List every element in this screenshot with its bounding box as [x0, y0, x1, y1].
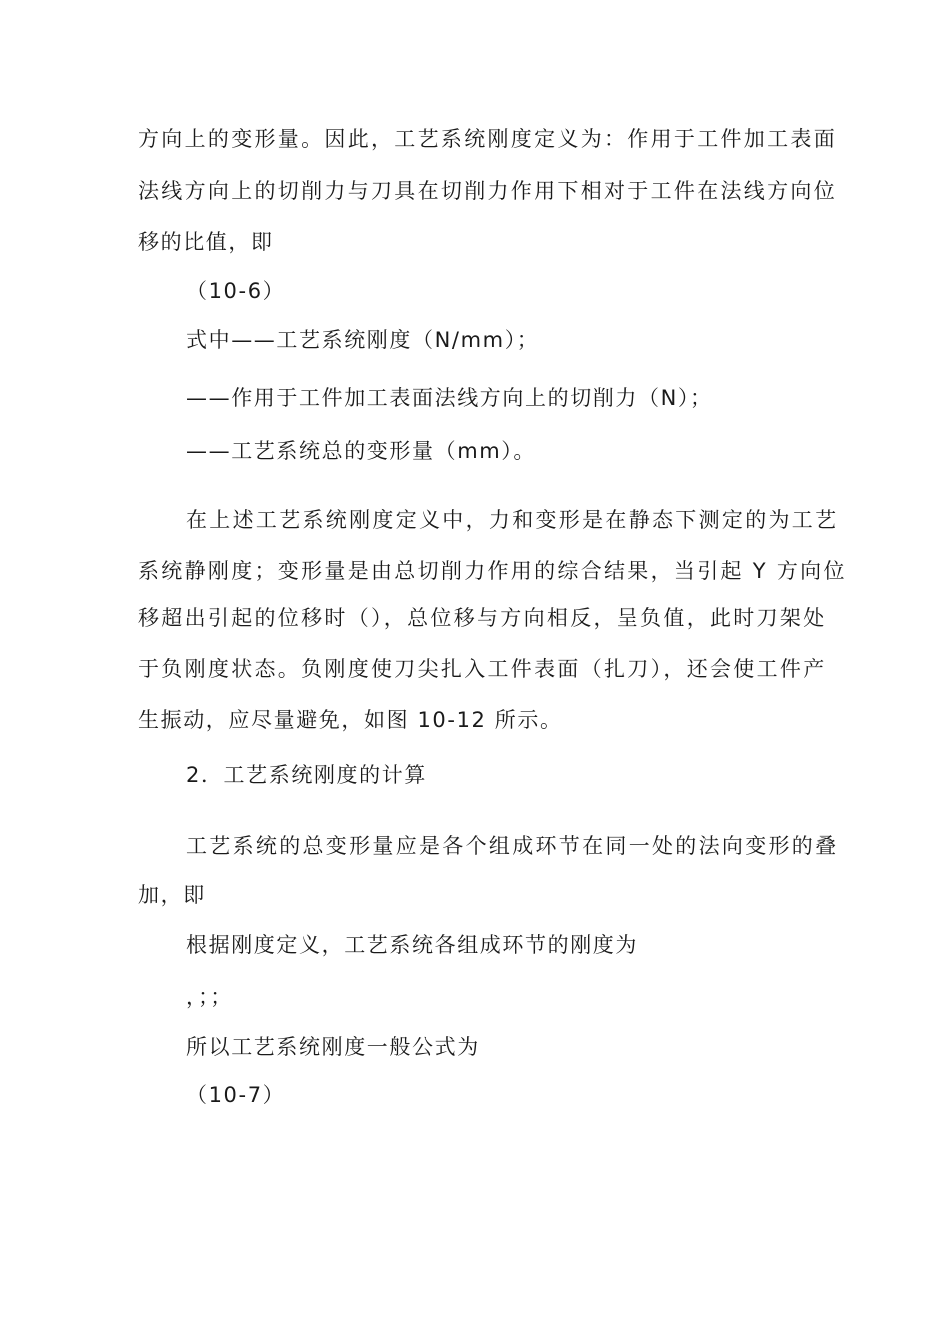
definition-line: 式中——工艺系统刚度（N/mm）；: [186, 328, 540, 352]
paragraph-line: 所以工艺系统刚度一般公式为: [186, 1035, 480, 1059]
paragraph-line: 法线方向上的切削力与刀具在切削力作用下相对于工件在法线方向位: [138, 179, 837, 203]
definition-line: ——作用于工件加工表面法线方向上的切削力（N）；: [186, 386, 713, 410]
equation-number: （10-6）: [186, 279, 286, 303]
paragraph-line: 在上述工艺系统刚度定义中，力和变形是在静态下测定的为工艺: [186, 508, 839, 532]
paragraph-line: 移的比值，即: [138, 230, 274, 254]
paragraph-line: 方向上的变形量。因此，工艺系统刚度定义为：作用于工件加工表面: [138, 127, 837, 151]
paragraph-line: 移超出引起的位移时（），总位移与方向相反，呈负值，此时刀架处: [138, 606, 827, 630]
section-heading: 2．工艺系统刚度的计算: [186, 763, 427, 787]
equation-number: （10-7）: [186, 1083, 286, 1107]
paragraph-line: 系统静刚度；变形量是由总切削力作用的综合结果，当引起 Y 方向位: [138, 559, 847, 583]
paragraph-line: 加，即: [138, 883, 206, 907]
paragraph-line: 于负刚度状态。负刚度使刀尖扎入工件表面（扎刀），还会使工件产: [138, 657, 827, 681]
paragraph-line: 根据刚度定义，工艺系统各组成环节的刚度为: [186, 933, 638, 957]
paragraph-line: ，；；: [186, 985, 233, 1009]
definition-line: ——工艺系统总的变形量（mm）。: [186, 439, 537, 463]
paragraph-line: 生振动，应尽量避免，如图 10-12 所示。: [138, 708, 563, 732]
paragraph-line: 工艺系统的总变形量应是各个组成环节在同一处的法向变形的叠: [186, 834, 839, 858]
